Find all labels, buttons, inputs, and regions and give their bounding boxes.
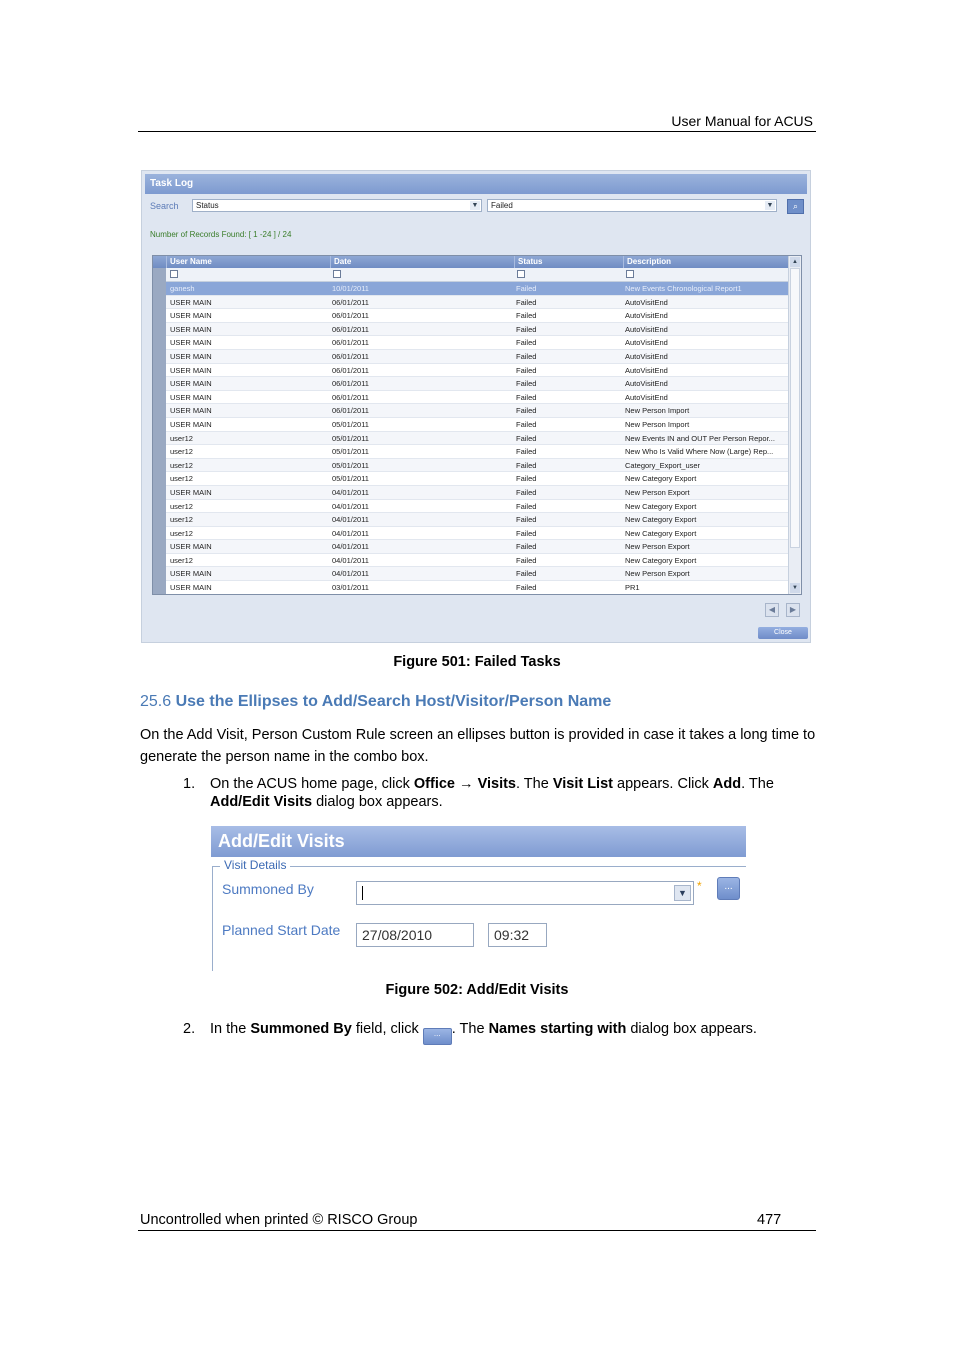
filter-checkbox[interactable] [626,270,634,278]
close-button[interactable]: Close [758,627,808,639]
table-cell: USER MAIN [170,542,212,552]
header-rule [138,131,816,132]
chevron-down-icon: ▼ [766,202,774,209]
table-row[interactable] [166,500,790,514]
summoned-by-ref: Summoned By [250,1021,352,1037]
chevron-down-icon[interactable]: ▼ [674,885,691,901]
summoned-by-label: Summoned By [222,881,314,897]
filter-checkbox[interactable] [170,270,178,278]
menu-office: Office [413,776,455,792]
section-number: 25.6 [140,693,172,710]
table-row[interactable] [166,581,790,595]
ellipsis-button-image: ... [423,1028,452,1045]
table-cell: Failed [516,474,537,484]
table-cell: 04/01/2011 [332,528,369,538]
figure-502-caption: Figure 502: Add/Edit Visits [385,982,569,998]
running-header: User Manual for ACUS [671,113,813,129]
search-field-value: Status [196,201,219,210]
table-cell: 05/01/2011 [332,474,369,484]
table-row[interactable] [166,309,790,323]
table-cell: AutoVisitEnd [625,297,668,307]
table-cell: USER MAIN [170,406,212,416]
dialog-title: Add/Edit Visits [211,826,746,857]
summoned-by-combo[interactable] [356,881,694,905]
table-cell: USER MAIN [170,569,212,579]
table-cell: New Category Export [625,474,697,484]
table-cell: ganesh [170,284,195,293]
table-cell: USER MAIN [170,419,212,429]
scroll-thumb[interactable] [790,268,800,548]
table-cell: user12 [170,433,193,443]
table-row[interactable] [166,445,790,459]
table-cell: user12 [170,515,193,525]
table-cell: New Category Export [625,501,697,511]
table-row[interactable] [166,513,790,527]
table-cell: Failed [516,297,537,307]
table-cell: Failed [516,569,537,579]
table-cell: 10/01/2011 [332,284,369,293]
table-cell: 06/01/2011 [332,365,369,375]
table-cell: USER MAIN [170,487,212,497]
search-field-select[interactable] [192,199,482,212]
start-date-input[interactable]: 27/08/2010 [356,923,474,947]
filter-checkbox[interactable] [517,270,525,278]
chevron-down-icon: ▼ [471,202,479,209]
table-row[interactable] [166,350,790,364]
names-dialog-ref: Names starting with [488,1021,627,1037]
table-cell: Failed [516,501,537,511]
table-cell: New Events Chronological Report1 [625,284,742,293]
table-cell: USER MAIN [170,379,212,389]
column-header-description[interactable]: Description [623,256,790,268]
section-heading [140,693,611,711]
group-border [213,866,746,867]
table-row[interactable] [166,404,790,418]
table-cell: Failed [516,515,537,525]
table-row[interactable] [166,567,790,581]
table-row[interactable] [166,323,790,337]
search-icon: ⌕ [792,201,799,211]
table-cell: 04/01/2011 [332,569,369,579]
table-cell: USER MAIN [170,297,212,307]
group-border [212,866,213,971]
table-cell: Failed [516,583,537,593]
footer-rule [138,1230,816,1231]
add-edit-visits-dialog [211,826,747,972]
table-cell: Failed [516,433,537,443]
text-cursor [362,886,363,900]
table-row[interactable] [166,486,790,500]
chevron-right-icon: ▶ [789,605,797,614]
table-row[interactable] [166,432,790,446]
table-cell: 06/01/2011 [332,324,369,334]
table-cell: 06/01/2011 [332,338,369,348]
table-cell: USER MAIN [170,365,212,375]
filter-checkbox[interactable] [333,270,341,278]
step-text: In the Summoned By field, click ... . The Names starting with dialog box appears. [210,1020,830,1045]
table-cell: Failed [516,284,537,293]
table-cell: AutoVisitEnd [625,338,668,348]
table-cell: 04/01/2011 [332,501,369,511]
table-cell: Failed [516,460,537,470]
table-cell: New Person Import [625,406,690,416]
table-row[interactable] [166,554,790,568]
visit-details-legend: Visit Details [220,858,290,872]
table-cell: New Person Import [625,419,690,429]
table-cell: user12 [170,447,193,457]
table-row[interactable] [166,364,790,378]
table-cell: user12 [170,501,193,511]
grid-scrollbar[interactable] [788,256,801,594]
table-cell: Failed [516,487,537,497]
table-cell: 06/01/2011 [332,379,369,389]
table-cell: USER MAIN [170,324,212,334]
task-log-title: Task Log [145,174,807,194]
records-found: Number of Records Found: [ 1 -24 ] / 24 [150,230,292,239]
table-cell: AutoVisitEnd [625,324,668,334]
search-value-select[interactable] [487,199,777,212]
table-cell: New Who Is Valid Where Now (Large) Rep... [625,447,774,457]
table-cell: Failed [516,365,537,375]
table-cell: AutoVisitEnd [625,365,668,375]
table-cell: Failed [516,338,537,348]
table-row[interactable] [166,391,790,405]
step-number: 1. [183,776,196,792]
table-cell: Failed [516,324,537,334]
required-mark: * [697,879,702,893]
table-cell: AutoVisitEnd [625,379,668,389]
step-number: 2. [183,1021,196,1037]
row-selector-column [153,268,166,595]
search-button[interactable] [787,199,804,214]
table-cell: Failed [516,447,537,457]
search-label: Search [150,201,179,211]
scroll-down-icon[interactable]: ▼ [790,583,800,593]
intro-paragraph: On the Add Visit, Person Custom Rule screen an ellipses button is provided in case it takes a long time to generate the person name in the combo box. [140,727,816,765]
task-log-window [141,170,811,643]
table-cell: New Person Export [625,487,690,497]
grid-header [153,256,790,268]
table-cell: 06/01/2011 [332,392,369,402]
table-cell: Failed [516,555,537,565]
task-log-grid [152,255,802,595]
table-cell: USER MAIN [170,338,212,348]
prev-page-button[interactable] [765,603,779,617]
table-cell: user12 [170,528,193,538]
table-row[interactable] [166,459,790,473]
grid-rows [166,282,790,595]
footer-copyright: Uncontrolled when printed © RISCO Group [140,1212,418,1228]
table-cell: PR1 [625,583,640,593]
table-cell: 04/01/2011 [332,542,369,552]
next-page-button[interactable] [786,603,800,617]
table-cell: New Category Export [625,555,697,565]
add-ref: Add [712,776,742,792]
visit-list-ref: Visit List [552,776,613,792]
step-text: On the ACUS home page, click Office → Visits. The Visit List appears. Click Add. The Add/Edit Visits dialog box appears. [210,776,774,810]
table-row[interactable] [166,282,790,296]
figure-501-caption: Figure 501: Failed Tasks [393,654,561,670]
menu-visits: Visits [477,776,516,792]
column-header-date[interactable]: Date [330,256,514,268]
table-cell: Failed [516,528,537,538]
table-row[interactable] [166,296,790,310]
table-cell: 06/01/2011 [332,351,369,361]
table-cell: AutoVisitEnd [625,392,668,402]
table-cell: AutoVisitEnd [625,351,668,361]
table-cell: user12 [170,555,193,565]
table-cell: 06/01/2011 [332,311,369,321]
table-cell: Failed [516,379,537,389]
table-cell: USER MAIN [170,351,212,361]
table-cell: 05/01/2011 [332,419,369,429]
table-cell: USER MAIN [170,311,212,321]
ellipsis-button[interactable]: ... [717,877,740,900]
table-cell: USER MAIN [170,583,212,593]
column-header-user-name[interactable]: User Name [166,256,330,268]
table-cell: 05/01/2011 [332,447,369,457]
table-cell: 05/01/2011 [332,433,369,443]
table-cell: New Events IN and OUT Per Person Repor... [625,433,775,443]
column-header-status[interactable]: Status [514,256,623,268]
table-cell: user12 [170,474,193,484]
table-cell: USER MAIN [170,392,212,402]
table-row[interactable] [166,336,790,350]
page-number: 477 [757,1212,782,1228]
table-cell: 04/01/2011 [332,555,369,565]
table-cell: New Person Export [625,569,690,579]
table-row[interactable] [166,377,790,391]
chevron-left-icon: ◀ [768,605,776,614]
dialog-ref: Add/Edit Visits [210,794,313,810]
table-cell: Failed [516,406,537,416]
table-cell: Failed [516,542,537,552]
table-cell: 05/01/2011 [332,460,369,470]
table-cell: 06/01/2011 [332,406,369,416]
search-value-text: Failed [491,201,513,210]
table-cell: AutoVisitEnd [625,311,668,321]
table-cell: 06/01/2011 [332,297,369,307]
table-row[interactable] [166,418,790,432]
table-row[interactable] [166,540,790,554]
table-cell: Category_Export_user [625,460,701,470]
table-cell: Failed [516,419,537,429]
table-cell: 04/01/2011 [332,487,369,497]
start-time-input[interactable]: 09:32 [488,923,547,947]
table-cell: Failed [516,392,537,402]
planned-start-date-label: Planned Start Date [222,922,341,938]
table-cell: 03/01/2011 [332,583,369,593]
table-cell: 04/01/2011 [332,515,369,525]
table-cell: user12 [170,460,193,470]
table-cell: New Category Export [625,515,697,525]
table-row[interactable] [166,472,790,486]
scroll-up-icon[interactable]: ▲ [790,257,800,267]
table-cell: New Person Export [625,542,690,552]
table-cell: Failed [516,311,537,321]
grid-filter-row [153,268,790,282]
section-title: Use the Ellipses to Add/Search Host/Visitor/Person Name [175,693,612,710]
table-row[interactable] [166,527,790,541]
table-cell: New Category Export [625,528,697,538]
table-cell: Failed [516,351,537,361]
